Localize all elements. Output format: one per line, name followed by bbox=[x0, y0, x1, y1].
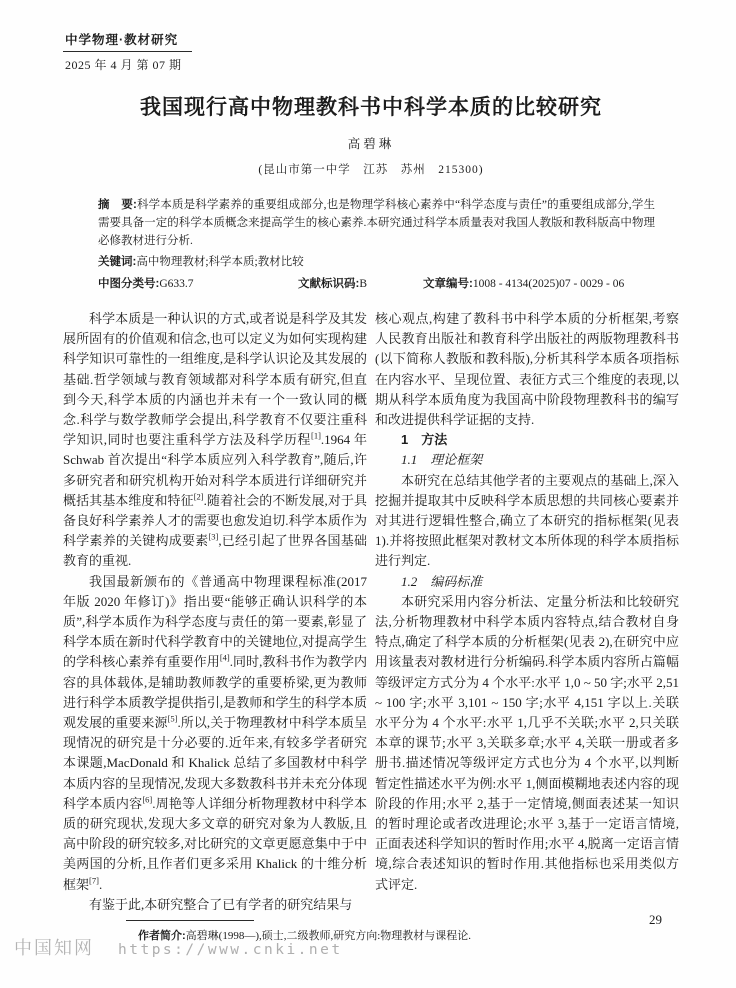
author-bio-text: 高碧琳(1998—),硕士,二级教师,研究方向:物理教材与课程论. bbox=[185, 930, 472, 943]
keywords bbox=[98, 254, 655, 272]
article-number: 文章编号:1008 - 4134(2025)07 - 0029 - 06 bbox=[423, 278, 625, 291]
footnote-divider bbox=[126, 920, 254, 921]
subsection-heading-coding: 1.2 编码标准 bbox=[401, 573, 483, 589]
paragraph: 我国最新颁布的《普通高中物理课程标准(2017 年版 2020 年修订)》指出要“能够正确认识科学的本质”,科学本质作为科学态度与责任的第一要素,彰显了科学本质在新时代科学教育中的关键地位,对提高学生的学科核心素养有重要作用[4].同时,教科书作为教学内容的具体载体,是辅助教师教学的重要桥梁,更为教师进行科学本质教学提供指引,是教师和学生的科学本质观发展的重要来源[5].所以,关于物理教材中科学本质呈现情况的研究是十分必要的.近年来,有较多学者研究本课题,MacDonald 和 Khalick 总结了多国教材中科学本质内容的呈现情况,发现大多数教科书并未充分体现科学本质内容[6].周艳等人详细分析物理教材中科学本质的研究现状,发现大多文章的研究对象为人教版,且高中阶段的研究较多,对比研究的文章更愿意集中于中美两国的分析,且作者们更多采用 Khalick 的十维分析框架[7]. bbox=[63, 573, 367, 892]
cnki-watermark-name: 中国知网 bbox=[14, 938, 94, 958]
document-code: 文献标识码:B bbox=[298, 278, 368, 291]
journal-header bbox=[63, 30, 679, 73]
subsection-heading-framework: 1.1 理论框架 bbox=[401, 452, 483, 468]
section-heading-method: 1 方法 bbox=[401, 432, 448, 448]
abstract-text: 科学本质是科学素养的重要组成部分,也是物理学科核心素养中“科学态度与责任”的重要组成部分,学生需要具备一定的科学本质概念来提高学生的核心素养.本研究通过科学本质量表对我国人教版和教科版高中物理必修教材进行分析. bbox=[98, 199, 655, 247]
body-columns bbox=[63, 309, 679, 915]
left-column bbox=[63, 309, 367, 915]
paragraph: 本研究采用内容分析法、定量分析法和比较研究法,分析物理教材中科学本质内容特点,结合教材自身特点,确定了科学本质的分析框架(见表 2),在研究中应用该量表对教材进行分析编码.科学本质内容所占篇幅等级评定方式分为 4 个水平:水平 1,0 ~ 50 字;水平 2,51 ~ 100 字;水平 3,101 ~ 150 字;水平 4,151 字以上.关联水平分为 4 个水平:水平 1,几乎不关联;水平 2,只关联本章的课节;水平 3,关联多章;水平 4,关联一册或者多册书.描述情况等级评定方式也分为 4 个水平,以判断暂定性描述水平为例:水平 1,侧面模糊地表述内容的现阶段的作用;水平 2,基于一定情境,侧面表述某一知识的暂时理论或者改进理论;水平 3,基于一定语言情境,正面表述科学知识的暂时作用;水平 4,脱离一定语言情境,综合表述知识的暂时作用.其他指标也采用类似方式评定. bbox=[375, 593, 679, 892]
cnki-watermark bbox=[14, 934, 343, 960]
paragraph: 科学本质是一种认识的方式,或者说是科学及其发展所固有的价值观和信念,也可以定义为如何实现构建科学知识可靠性的一组维度,是科学认识论及其发展的基础.哲学领域与教育领域都对科学本质有研究,但直到今天,科学本质的内涵也并未有一个一致认同的概念.科学与数学教师学会提出,科学教育不仅要注重科学知识,同时也要注重科学方法及科学历程[1].1964 年 Schwab 首次提出“科学本质应列入科学教育”,随后,许多研究者和研究机构开始对科学本质进行详细研究并概括其基本维度和特征[2].随着社会的不断发展,对于具备良好科学素养人才的需要也愈发迫切.科学本质作为科学素养的关键构成要素[3],已经引起了世界各国基础教育的重视. bbox=[63, 310, 367, 569]
abstract-label: 摘 要: bbox=[98, 199, 137, 211]
clc-number: 中图分类号:G633.7 bbox=[98, 278, 194, 291]
article-meta bbox=[98, 276, 655, 294]
abstract bbox=[98, 197, 655, 250]
keywords-label: 关键词: bbox=[98, 256, 137, 269]
author-bio-label: 作者简介: bbox=[138, 930, 186, 943]
paragraph: 有鉴于此,本研究整合了已有学者的研究结果与 bbox=[89, 896, 353, 912]
paragraph: 本研究在总结其他学者的主要观点的基础上,深入挖掘并提取其中反映科学本质思想的共同核心要素并对其进行逻辑性整合,确立了本研究的指标框架(见表 1).并将按照此框架对教材文本所体现的科学本质指标进行判定. bbox=[375, 472, 679, 569]
issue-line: 2025 年 4 月 第 07 期 bbox=[65, 58, 182, 72]
author-name: 高碧琳 bbox=[347, 137, 395, 151]
cnki-watermark-url: https://www.cnki.net bbox=[118, 942, 343, 958]
page-title: 我国现行高中物理教科书中科学本质的比较研究 bbox=[140, 96, 602, 119]
author-affiliation: (昆山市第一中学 江苏 苏州 215300) bbox=[258, 164, 484, 176]
journal-name: 中学物理·教材研究 bbox=[63, 30, 192, 52]
right-column bbox=[375, 309, 679, 915]
page-number: 29 bbox=[649, 912, 662, 927]
paragraph: 核心观点,构建了教科书中科学本质的分析框架,考察人民教育出版社和教育科学出版社的两版物理教科书(以下简称人教版和教科版),分析其科学本质各项指标在内容水平、呈现位置、表征方式三个维度的表现,以期从科学本质角度为我国高中阶段物理教科书的编写和改进提供科学证据的支持. bbox=[375, 310, 679, 427]
keywords-text: 高中物理教材;科学本质;教材比较 bbox=[136, 256, 304, 269]
